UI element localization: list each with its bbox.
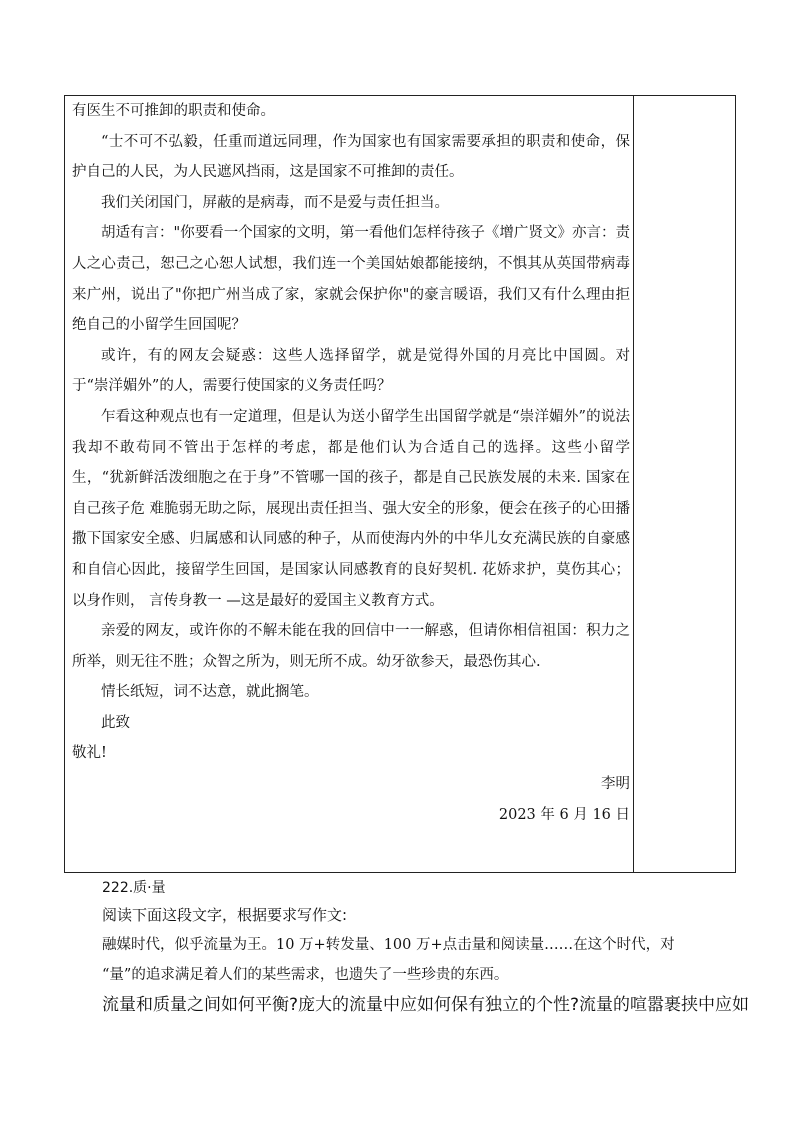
letter-paragraph: 亲爱的网友，或许你的不解未能在我的回信中一一解惑，但请你相信祖国：积力之所举，则无往不胜；众智之所为，则无所不成。幼牙欲参天，最恐伤其心. — [72, 623, 630, 670]
letter-date: 2023 年 6 月 16 日 — [498, 806, 630, 823]
letter-paragraph: 或许，有的网友会疑惑：这些人选择留学，就是觉得外国的月亮比中国圆。对于“崇洋媚外”的人，需要行使国家的义务责任吗？ — [72, 347, 630, 395]
prompt-body-line: 流量和质量之间如何平衡?庞大的流量中应如何保有独立的个性?流量的喧嚣裹挟中应如 — [102, 995, 750, 1015]
letter-body — [72, 96, 630, 830]
prompt-line: “量”的追求满足着人们的某些需求，也遗失了一些珍贵的东西。 — [102, 967, 509, 983]
letter-paragraph: 有医生不可推卸的职责和使命。 — [72, 103, 275, 119]
letter-paragraph: 情长纸短，词不达意，就此搁笔。 — [101, 684, 319, 701]
section-intro: 阅读下面这段文字，根据要求写作文: — [102, 906, 348, 924]
side-column-cell — [633, 95, 736, 873]
prompt-line: 融媒时代，似乎流量为王。10 万+转发量、100 万+点击量和阅读量……在这个时代，对 — [102, 937, 675, 953]
letter-paragraph: 胡适有言："你要看一个国家的文明，第一看他们怎样待孩子《增广贤文》亦言：责人之心责己，恕己之心恕人试想，我们连一个美国姑娘都能接纳，不惧其从英国带病毒来广州，说出了"你把广州当成了家，家就会保护你"的豪言暖语，我们又有什么理由拒绝自己的小留学生回国呢？ — [72, 225, 630, 334]
letter-paragraph: 乍看这种观点也有一定道理，但是认为送小留学生出国留学就是“崇洋媚外”的说法我却不敢苟同不管出于怎样的考虑，都是他们认为合适自己的选择。这些小留学生，“犹新鲜活泼细胞之在于身”不管哪一国的孩子，都是自己民族发展的未来. 国家在自己孩子危 难脆弱无助之际，展现出责任担当、强大安全的形象，便会在孩子的心田播撒下国家安全感、归属感和认同感的种子，从而使海内外的中华儿女充满民族的自豪感和自信心因此，接留学生回国，是国家认同感教育的良好契机. 花娇求护，莫伤其心；以身作则， 言传身教一 —这是最好的爱国主义教育方式。 — [72, 408, 630, 609]
essay-prompt-section — [102, 876, 750, 1020]
letter-paragraph: “士不可不弘毅，任重而道远同理，作为国家也有国家需要承担的职责和使命，保护自己的人民，为人民遮风挡雨，这是国家不可推卸的责任。 — [72, 133, 630, 181]
letter-signature: 李明 — [601, 776, 630, 793]
letter-paragraph: 我们关闭国门，屏蔽的是病毒，而不是爱与责任担当。 — [101, 194, 449, 211]
letter-closing: 此致 — [101, 714, 130, 731]
letter-salutation: 敬礼! — [72, 745, 107, 762]
section-title: 222.质·量 — [102, 880, 166, 896]
